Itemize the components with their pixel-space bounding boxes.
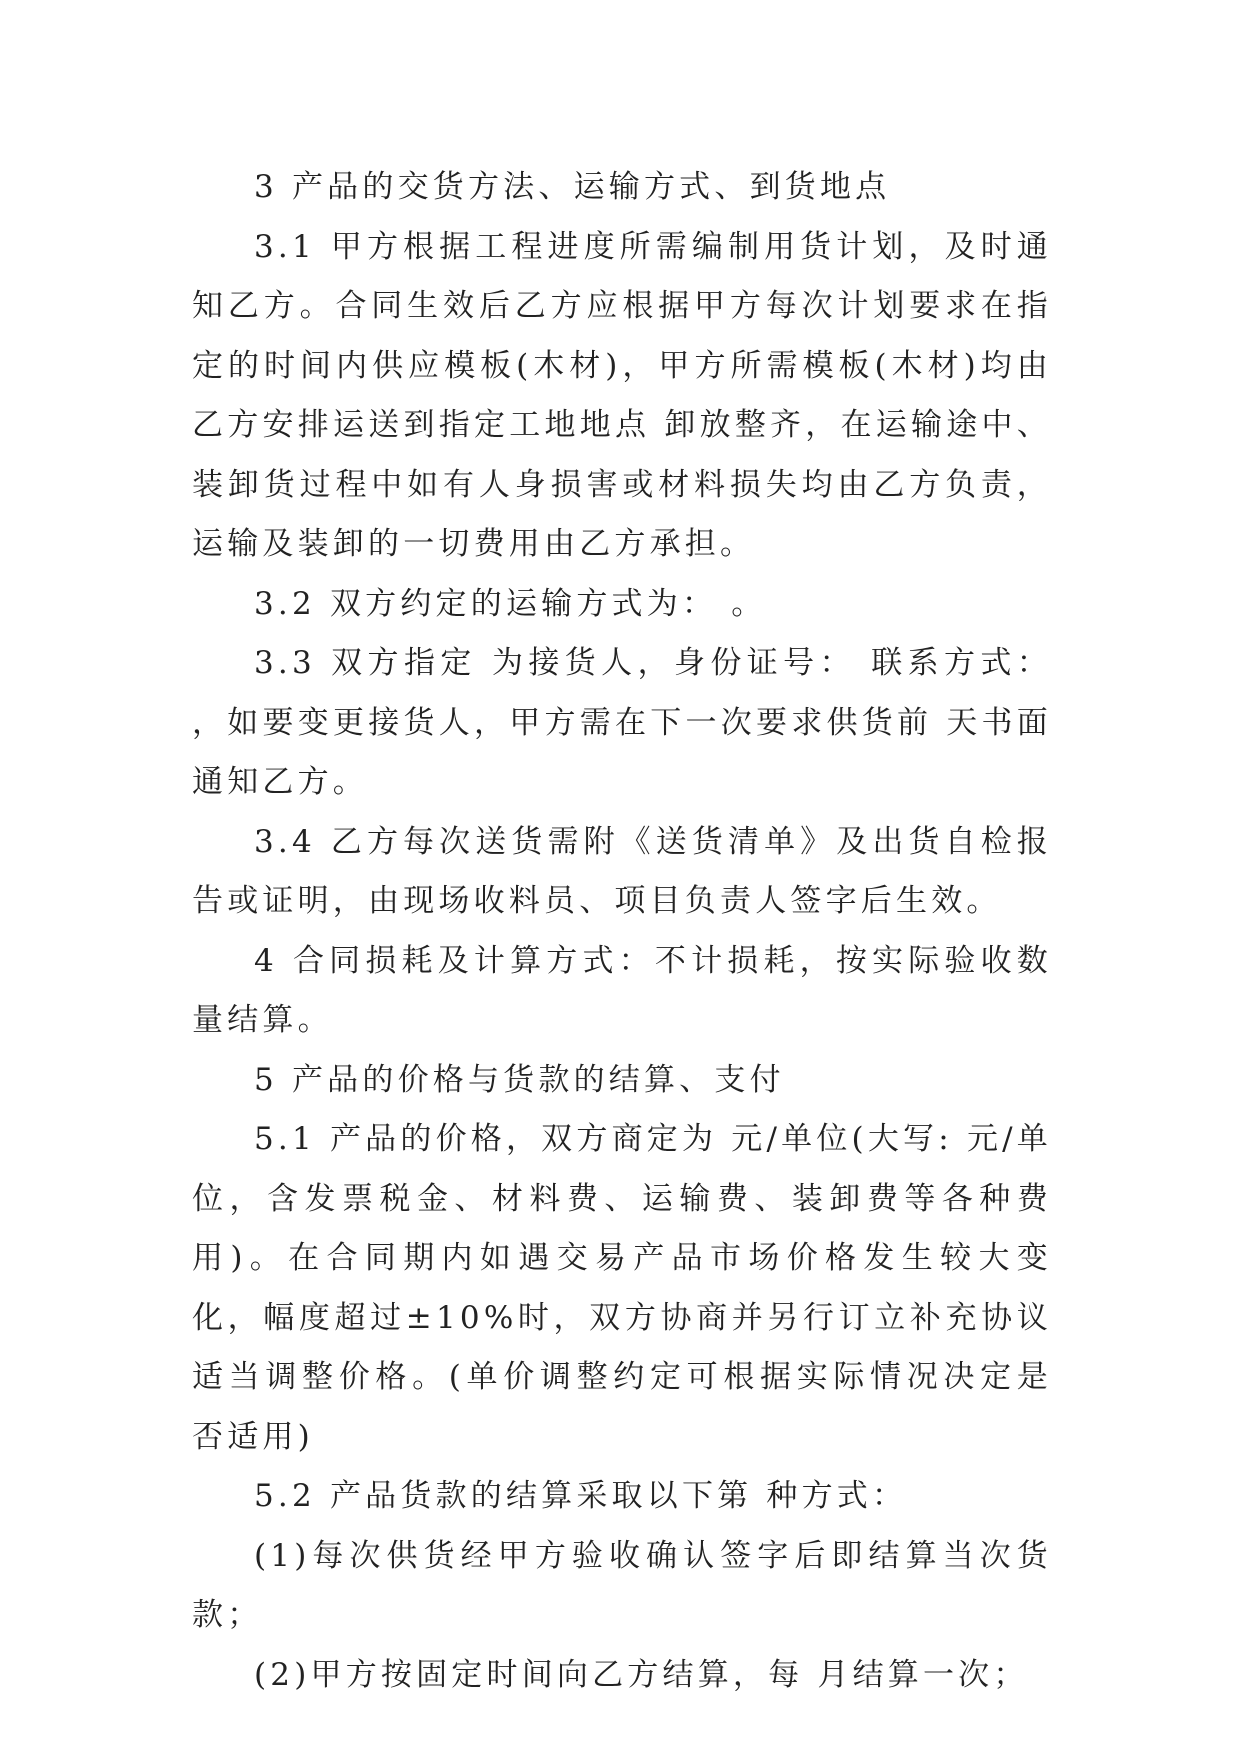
clause-3-2: 3.2 双方约定的运输方式为： 。	[254, 585, 767, 622]
option-2: (2)甲方按固定时间向乙方结算，每 月结算一次；	[254, 1656, 1029, 1693]
section-3-heading: 3 产品的交货方法、运输方式、到货地点	[254, 169, 891, 205]
section-5-heading: 5 产品的价格与货款的结算、支付	[254, 1061, 785, 1098]
document-body	[192, 158, 1052, 1705]
section-4-text: 4 合同损耗及计算方式：不计损耗，按实际验收数量结算。	[192, 942, 1052, 1038]
clause-3-4: 3.4 乙方每次送货需附《送货清单》及出货自检报告或证明，由现场收料员、项目负责人签字后生效。	[192, 823, 1052, 919]
clause-5-2: 5.2 产品货款的结算采取以下第 种方式：	[254, 1478, 908, 1514]
option-1: (1)每次供货经甲方验收确认签字后即结算当次货款；	[192, 1537, 1052, 1633]
clause-3-1: 3.1 甲方根据工程进度所需编制用货计划，及时通知乙方。合同生效后乙方应根据甲方每次计划要求在指定的时间内供应模板(木材)，甲方所需模板(木材)均由乙方安排运送到指定工地地点 卸放整齐，在运输途中、装卸货过程中如有人身损害或材料损失均由乙方负责，运输及装卸的一切费用由乙方承担。	[192, 228, 1052, 562]
clause-5-1: 5.1 产品的价格，双方商定为 元/单位(大写: 元/单位，含发票税金、材料费、运输费、装卸费等各种费用)。在合同期内如遇交易产品市场价格发生较大变化，幅度超过±10%时，双方协商并另行订立补充协议适当调整价格。(单价调整约定可根据实际情况决定是否适用)	[192, 1121, 1052, 1455]
clause-3-3: 3.3 双方指定 为接货人，身份证号： 联系方式： ，如要变更接货人，甲方需在下一次要求供货前 天书面通知乙方。	[192, 645, 1052, 800]
